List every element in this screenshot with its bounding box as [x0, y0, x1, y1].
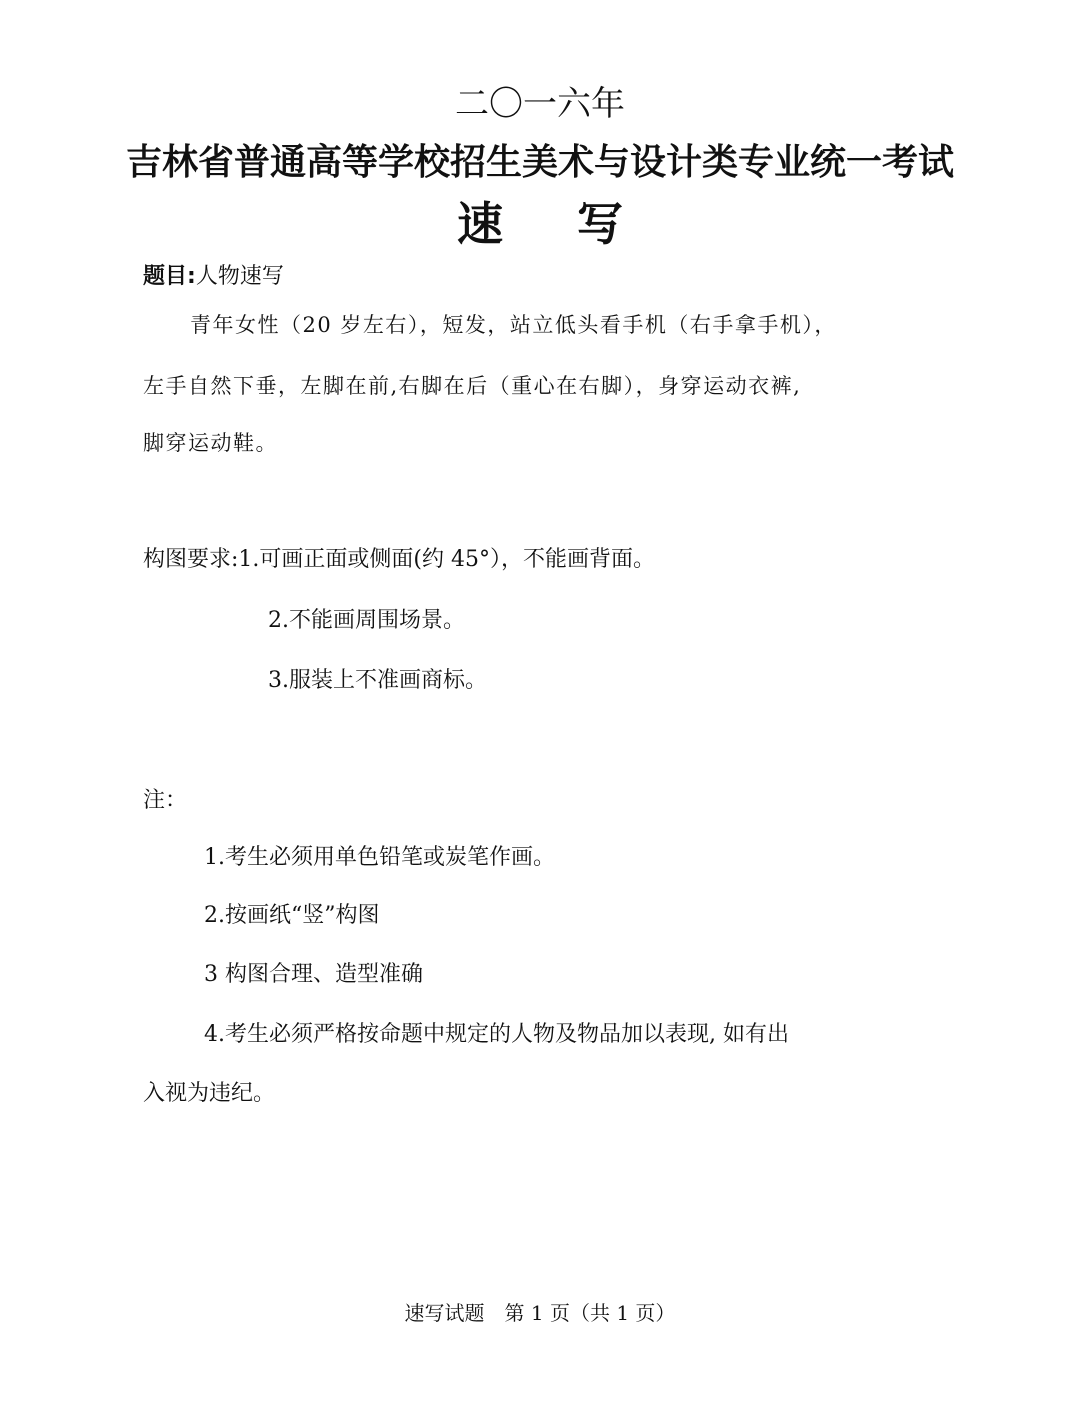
topic-row — [143, 262, 284, 292]
description-line-3: 脚穿运动鞋。 — [143, 431, 278, 455]
exam-year: 二〇一六年 — [455, 84, 625, 124]
note-item-2: 2.按画纸“竖”构图 — [204, 903, 380, 928]
topic-label: 题目: — [143, 264, 196, 289]
subject-char-2: 写 — [577, 197, 623, 251]
composition-item-3: 3.服装上不准画商标。 — [268, 668, 487, 693]
note-item-1: 1.考生必须用单色铅笔或炭笔作画。 — [204, 845, 555, 870]
exam-title: 吉林省普通高等学校招生美术与设计类专业统一考试 — [125, 142, 954, 183]
composition-item-1: 1.可画正面或侧面(约 45°），不能画背面。 — [238, 547, 655, 572]
composition-row — [143, 545, 655, 575]
note-item-4-continuation: 入视为违纪。 — [143, 1081, 276, 1106]
description-line-1: 青年女性（20 岁左右），短发，站立低头看手机（右手拿手机）， — [190, 313, 837, 337]
page-footer: 速写试题 第 1 页（共 1 页） — [404, 1301, 676, 1325]
composition-label: 构图要求: — [143, 547, 239, 572]
description-line-2: 左手自然下垂，左脚在前,右脚在后（重心在右脚），身穿运动衣裤, — [143, 374, 802, 398]
notes-label: 注： — [143, 788, 188, 813]
subject-title — [0, 196, 1080, 252]
composition-item-2: 2.不能画周围场景。 — [268, 608, 465, 633]
topic-value: 人物速写 — [195, 264, 284, 289]
note-item-3: 3 构图合理、造型准确 — [204, 962, 423, 987]
subject-char-1: 速 — [457, 197, 503, 251]
note-item-4: 4.考生必须严格按命题中规定的人物及物品加以表现, 如有出 — [204, 1022, 789, 1047]
